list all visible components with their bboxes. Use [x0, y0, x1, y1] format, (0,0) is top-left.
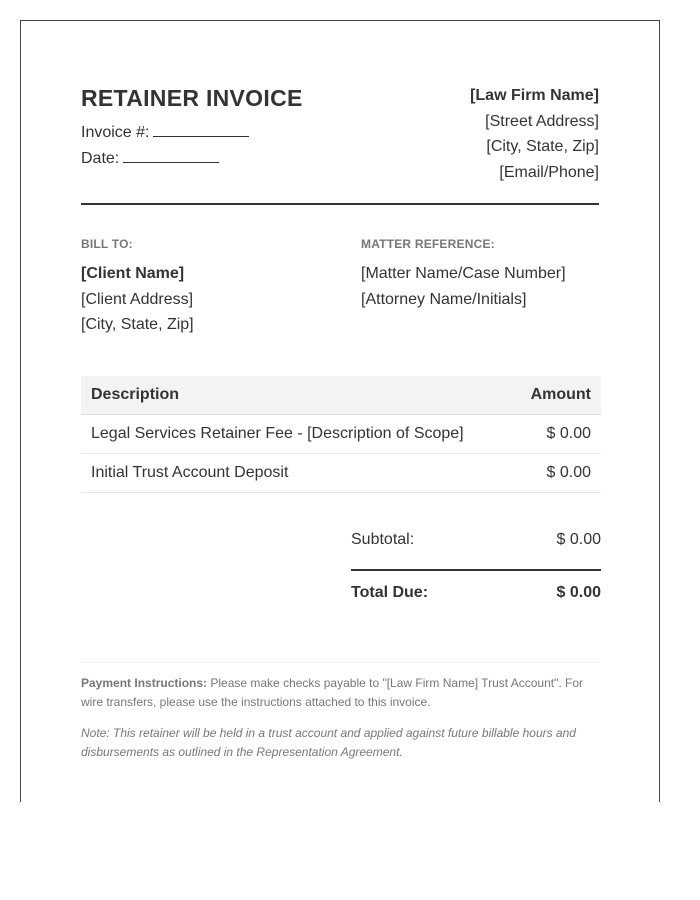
matter-attorney: [Attorney Name/Initials]: [361, 290, 527, 308]
firm-info: [470, 83, 599, 185]
table-row: [81, 454, 601, 493]
firm-city: [City, State, Zip]: [486, 138, 599, 155]
row-amount: $ 0.00: [546, 464, 591, 481]
matter-case: [Matter Name/Case Number]: [361, 265, 566, 282]
row-description: Legal Services Retainer Fee - [Description of Scope]: [91, 425, 464, 442]
payment-instructions-lead: Payment Instructions:: [81, 676, 208, 690]
retainer-note: Note: This retainer will be held in a trust account and applied against future billable hours and disbursements as outlined in the Representation Agreement.: [81, 726, 576, 759]
invoice-number-label: Invoice #:: [81, 124, 150, 141]
matter-reference-label: MATTER REFERENCE:: [361, 237, 495, 251]
subtotal-row: [351, 531, 601, 549]
invoice-number-blank: [153, 122, 249, 137]
invoice-date-blank: [123, 148, 219, 163]
client-name: [Client Name]: [81, 265, 185, 282]
subtotal-label: Subtotal:: [351, 531, 415, 548]
invoice-title: RETAINER INVOICE: [81, 85, 303, 111]
invoice-number-line: [81, 122, 249, 142]
invoice-date-label: Date:: [81, 150, 120, 167]
matter-reference-block: [361, 261, 566, 312]
total-due-value: $ 0.00: [556, 584, 601, 601]
client-city: [City, State, Zip]: [81, 316, 194, 333]
client-address: [Client Address]: [81, 290, 194, 308]
row-amount: $ 0.00: [546, 425, 591, 442]
bill-to-label: BILL TO:: [81, 237, 133, 251]
invoice-date-line: [81, 148, 219, 168]
column-header-amount: Amount: [530, 386, 591, 403]
subtotal-value: $ 0.00: [556, 531, 601, 548]
payment-instructions-text: Please make checks payable to "[Law Firm Name] Trust Account". For wire transfers, please use the instructions attached to this invoice.: [81, 676, 584, 709]
line-items-table: [81, 376, 601, 493]
footer-divider: [81, 662, 599, 663]
row-description: Initial Trust Account Deposit: [91, 464, 289, 481]
payment-instructions: [81, 674, 601, 712]
total-divider: [351, 569, 601, 571]
table-header: [81, 376, 601, 415]
total-due-row: [351, 584, 601, 602]
firm-contact: [Email/Phone]: [499, 163, 599, 181]
total-due-label: Total Due:: [351, 584, 429, 601]
firm-name: [Law Firm Name]: [470, 87, 599, 104]
column-header-description: Description: [91, 386, 180, 403]
firm-street: [Street Address]: [485, 112, 599, 130]
invoice-page: [20, 20, 660, 802]
header-divider: [81, 203, 599, 205]
bill-to-block: [81, 261, 194, 338]
table-row: [81, 415, 601, 454]
